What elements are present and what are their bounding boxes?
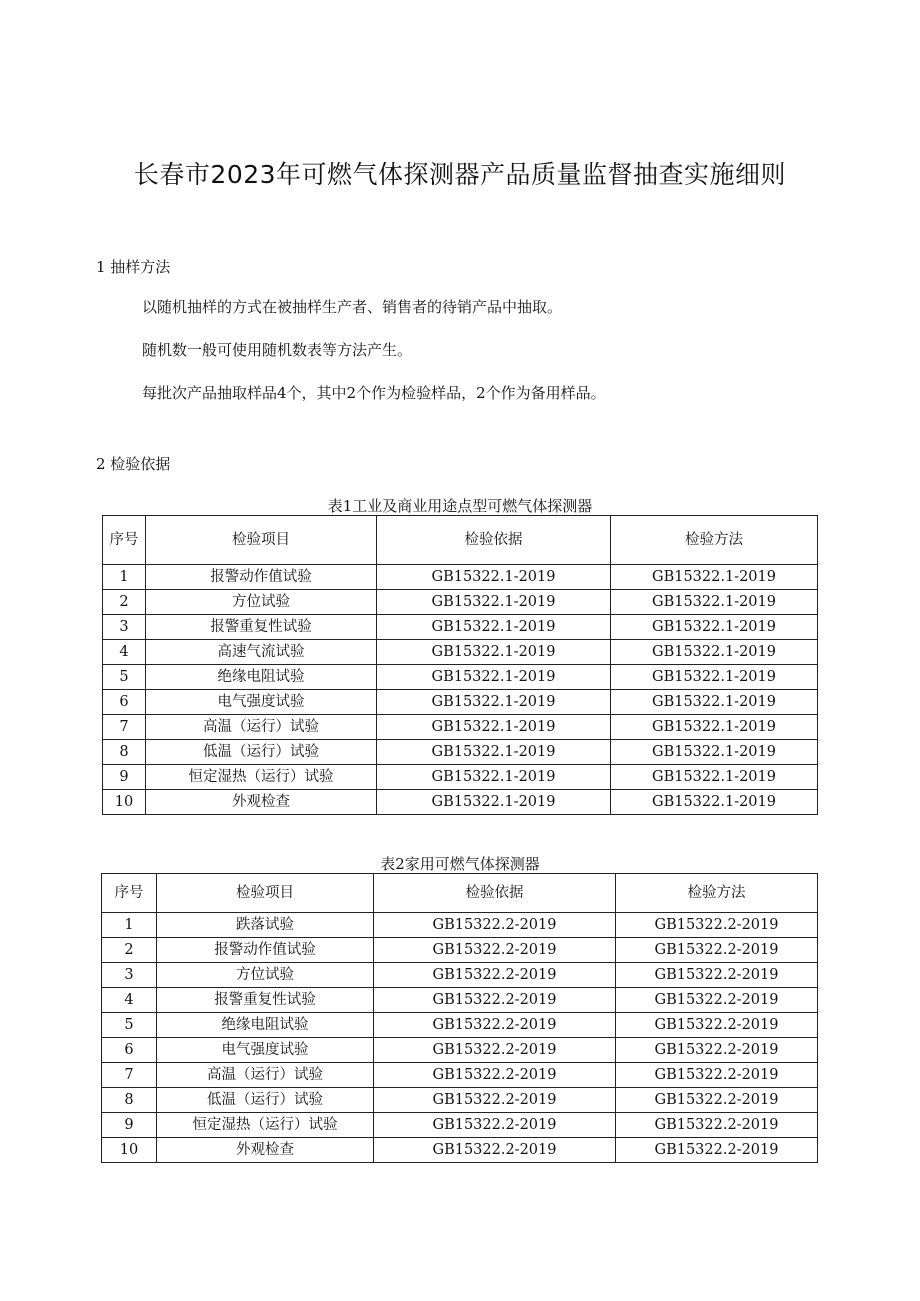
- table-cell: GB15322.1-2019: [611, 665, 818, 690]
- table-cell: GB15322.2-2019: [374, 1113, 616, 1138]
- table-row: [102, 1013, 818, 1038]
- table-header-cell: 序号: [103, 516, 146, 565]
- section-1-paragraph: 每批次产品抽取样品4个，其中2个作为检验样品，2个作为备用样品。: [142, 384, 606, 402]
- section-1-heading: 1 抽样方法: [96, 258, 171, 276]
- table-header-row: [102, 874, 818, 913]
- table-cell: GB15322.2-2019: [616, 1063, 818, 1088]
- table-1: [102, 515, 818, 815]
- table-cell: GB15322.2-2019: [374, 1063, 616, 1088]
- table-cell: 绝缘电阻试验: [146, 665, 377, 690]
- table-cell: GB15322.2-2019: [374, 1013, 616, 1038]
- table-cell: 2: [102, 938, 157, 963]
- table-2: [101, 873, 818, 1163]
- table-cell: 报警动作值试验: [146, 565, 377, 590]
- table-row: [102, 1113, 818, 1138]
- table-header-cell: 检验项目: [146, 516, 377, 565]
- table-cell: GB15322.2-2019: [374, 963, 616, 988]
- table-cell: 6: [103, 690, 146, 715]
- table-cell: GB15322.1-2019: [611, 790, 818, 815]
- table-row: [102, 1063, 818, 1088]
- table-cell: GB15322.1-2019: [611, 565, 818, 590]
- table-cell: GB15322.2-2019: [374, 913, 616, 938]
- table-cell: 恒定湿热（运行）试验: [157, 1113, 374, 1138]
- table-cell: 5: [102, 1013, 157, 1038]
- table-cell: GB15322.2-2019: [616, 1013, 818, 1038]
- table-cell: GB15322.1-2019: [377, 715, 611, 740]
- table-row: [103, 640, 818, 665]
- table-cell: GB15322.1-2019: [377, 740, 611, 765]
- table-cell: GB15322.2-2019: [616, 1038, 818, 1063]
- table-cell: 低温（运行）试验: [146, 740, 377, 765]
- table-row: [102, 1138, 818, 1163]
- table-cell: 8: [102, 1088, 157, 1113]
- table-cell: GB15322.1-2019: [377, 765, 611, 790]
- table-cell: 方位试验: [157, 963, 374, 988]
- table-cell: GB15322.2-2019: [374, 988, 616, 1013]
- table-cell: 7: [103, 715, 146, 740]
- table-cell: GB15322.1-2019: [611, 615, 818, 640]
- table-cell: 报警重复性试验: [146, 615, 377, 640]
- table-cell: 高温（运行）试验: [157, 1063, 374, 1088]
- table-cell: 1: [102, 913, 157, 938]
- table-cell: 5: [103, 665, 146, 690]
- table-cell: 方位试验: [146, 590, 377, 615]
- table-cell: GB15322.2-2019: [616, 938, 818, 963]
- table-row: [103, 740, 818, 765]
- table-cell: 10: [102, 1138, 157, 1163]
- table-header-cell: 检验依据: [377, 516, 611, 565]
- table-cell: 恒定湿热（运行）试验: [146, 765, 377, 790]
- table-cell: GB15322.2-2019: [616, 1088, 818, 1113]
- table-cell: 3: [103, 615, 146, 640]
- table-cell: GB15322.1-2019: [377, 565, 611, 590]
- table-row: [103, 565, 818, 590]
- table-1-caption: 表1工业及商业用途点型可燃气体探测器: [327, 497, 593, 515]
- table-cell: 1: [103, 565, 146, 590]
- table-row: [102, 963, 818, 988]
- table-cell: 4: [103, 640, 146, 665]
- page-title: 长春市2023年可燃气体探测器产品质量监督抽查实施细则: [133, 160, 787, 189]
- table-row: [102, 988, 818, 1013]
- table-cell: GB15322.2-2019: [616, 1113, 818, 1138]
- table-cell: GB15322.1-2019: [611, 715, 818, 740]
- table-cell: 绝缘电阻试验: [157, 1013, 374, 1038]
- table-cell: GB15322.1-2019: [611, 640, 818, 665]
- table-cell: 9: [103, 765, 146, 790]
- table-cell: 电气强度试验: [146, 690, 377, 715]
- table-cell: 高温（运行）试验: [146, 715, 377, 740]
- table-cell: 外观检查: [157, 1138, 374, 1163]
- table-cell: GB15322.2-2019: [616, 988, 818, 1013]
- table-cell: 7: [102, 1063, 157, 1088]
- table-cell: 外观检查: [146, 790, 377, 815]
- table-cell: GB15322.2-2019: [374, 938, 616, 963]
- section-1-paragraph: 以随机抽样的方式在被抽样生产者、销售者的待销产品中抽取。: [142, 298, 563, 316]
- table-cell: GB15322.1-2019: [377, 690, 611, 715]
- table-cell: 3: [102, 963, 157, 988]
- table-cell: GB15322.2-2019: [374, 1138, 616, 1163]
- table-cell: GB15322.1-2019: [377, 790, 611, 815]
- table-cell: 4: [102, 988, 157, 1013]
- table-cell: GB15322.2-2019: [374, 1038, 616, 1063]
- section-1-paragraph: 随机数一般可使用随机数表等方法产生。: [142, 341, 413, 359]
- table-cell: GB15322.1-2019: [611, 740, 818, 765]
- table-row: [102, 913, 818, 938]
- table-cell: GB15322.1-2019: [377, 640, 611, 665]
- table-cell: GB15322.1-2019: [611, 590, 818, 615]
- table-2-caption: 表2家用可燃气体探测器: [380, 855, 540, 873]
- table-cell: 低温（运行）试验: [157, 1088, 374, 1113]
- table-row: [103, 715, 818, 740]
- section-2-heading: 2 检验依据: [96, 455, 171, 473]
- table-row: [103, 690, 818, 715]
- table-cell: GB15322.2-2019: [616, 1138, 818, 1163]
- table-row: [102, 1088, 818, 1113]
- table-header-cell: 检验方法: [611, 516, 818, 565]
- table-cell: 跌落试验: [157, 913, 374, 938]
- table-cell: GB15322.1-2019: [377, 615, 611, 640]
- table-header-row: [103, 516, 818, 565]
- table-row: [103, 765, 818, 790]
- table-cell: GB15322.1-2019: [611, 690, 818, 715]
- table-row: [102, 938, 818, 963]
- table-header-cell: 检验项目: [157, 874, 374, 913]
- table-cell: 电气强度试验: [157, 1038, 374, 1063]
- table-cell: 8: [103, 740, 146, 765]
- table-row: [103, 615, 818, 640]
- table-cell: 报警重复性试验: [157, 988, 374, 1013]
- table-header-cell: 检验依据: [374, 874, 616, 913]
- table-cell: GB15322.1-2019: [377, 665, 611, 690]
- table-row: [103, 665, 818, 690]
- table-cell: GB15322.2-2019: [616, 963, 818, 988]
- table-cell: 9: [102, 1113, 157, 1138]
- table-header-cell: 检验方法: [616, 874, 818, 913]
- table-cell: 10: [103, 790, 146, 815]
- table-row: [103, 790, 818, 815]
- table-row: [103, 590, 818, 615]
- table-cell: 高速气流试验: [146, 640, 377, 665]
- table-cell: GB15322.1-2019: [611, 765, 818, 790]
- table-row: [102, 1038, 818, 1063]
- table-cell: 6: [102, 1038, 157, 1063]
- table-cell: GB15322.2-2019: [616, 913, 818, 938]
- table-cell: 报警动作值试验: [157, 938, 374, 963]
- table-header-cell: 序号: [102, 874, 157, 913]
- table-cell: GB15322.1-2019: [377, 590, 611, 615]
- table-cell: 2: [103, 590, 146, 615]
- table-cell: GB15322.2-2019: [374, 1088, 616, 1113]
